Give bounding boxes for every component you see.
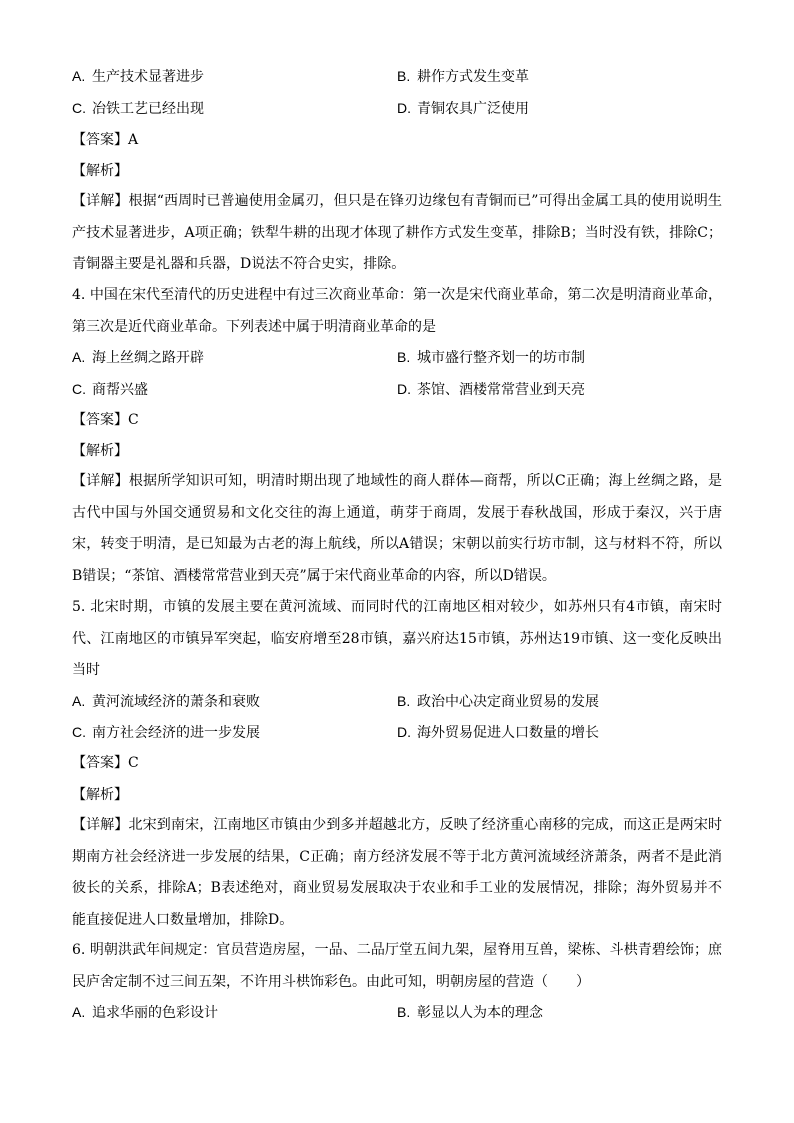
q5-option-a: A. 黄河流域经济的萧条和衰败 <box>72 693 260 710</box>
q3-option-d: D. 青铜农具广泛使用 <box>397 100 529 117</box>
q5-answer: 【答案】C <box>72 755 139 771</box>
q6-stem: 6. 明朝洪武年间规定：官员营造房屋，一品、二品厅堂五间九架，屋脊用互兽，梁栋、斗栱青碧绘饰；庶民庐舍定制不过三间五架，不许用斗栱饰彩色。由此可知，明朝房屋的营造（ ） <box>72 942 722 990</box>
q4-option-a: A. 海上丝绸之路开辟 <box>72 349 204 366</box>
q4-analysis-label: 【解析】 <box>72 443 128 459</box>
q5-stem: 5. 北宋时期，市镇的发展主要在黄河流域、而同时代的江南地区相对较少，如苏州只有4市镇，南宋时代、江南地区的市镇异军突起，临安府增至28市镇，嘉兴府达15市镇，苏州达19市镇、这一变化反映出当时 <box>72 599 722 679</box>
q5-detail: 【详解】北宋到南宋，江南地区市镇由少到多并超越北方，反映了经济重心南移的完成，而这正是两宋时期南方社会经济进一步发展的结果，C正确；南方经济发展不等于北方黄河流域经济萧条，两者不是此消彼长的关系，排除A；B表述绝对，商业贸易发展取决于农业和手工业的发展情况，排除；海外贸易并不能直接促进人口数量增加，排除D。 <box>72 817 722 928</box>
q4-option-d: D. 茶馆、酒楼常常营业到天亮 <box>397 381 585 398</box>
q6-option-b: B. 彰显以人为本的理念 <box>397 1004 543 1021</box>
q4-detail: 【详解】根据所学知识可知，明清时期出现了地域性的商人群体—商帮，所以C正确；海上丝绸之路，是古代中国与外国交通贸易和文化交往的海上通道，萌芽于商周，发展于春秋战国，形成于秦汉，兴于唐宋，转变于明清，是已知最为古老的海上航线，所以A错误；宋朝以前实行坊市制，这与材料不符，所以B错误；“茶馆、酒楼常常营业到天亮”属于宋代商业革命的内容，所以D错误。 <box>72 473 722 584</box>
q3-answer: 【答案】A <box>72 132 139 148</box>
q5-analysis-label: 【解析】 <box>72 787 128 803</box>
q3-option-a: A. 生产技术显著进步 <box>72 68 204 85</box>
q3-option-b: B. 耕作方式发生变革 <box>397 68 529 85</box>
q4-answer: 【答案】C <box>72 412 139 428</box>
q5-option-c: C. 南方社会经济的进一步发展 <box>72 724 260 741</box>
q3-detail: 【详解】根据“西周时已普遍使用金属刃，但只是在锋刃边缘包有青铜而已”可得出金属工具的使用说明生产技术显著进步，A项正确；铁犁牛耕的出现才体现了耕作方式发生变革，排除B；当时没有铁，排除C；青铜器主要是礼器和兵器，D说法不符合史实，排除。 <box>72 193 722 273</box>
q5-option-d: D. 海外贸易促进人口数量的增长 <box>397 724 599 741</box>
q4-option-c: C. 商帮兴盛 <box>72 381 148 398</box>
q3-option-c: C. 冶铁工艺已经出现 <box>72 100 204 117</box>
q3-analysis-label: 【解析】 <box>72 163 128 179</box>
q4-stem: 4. 中国在宋代至清代的历史进程中有过三次商业革命：第一次是宋代商业革命，第二次是明清商业革命，第三次是近代商业革命。下列表述中属于明清商业革命的是 <box>72 287 722 335</box>
q4-option-b: B. 城市盛行整齐划一的坊市制 <box>397 349 585 366</box>
q5-option-b: B. 政治中心决定商业贸易的发展 <box>397 693 599 710</box>
q6-option-a: A. 追求华丽的色彩设计 <box>72 1004 218 1021</box>
